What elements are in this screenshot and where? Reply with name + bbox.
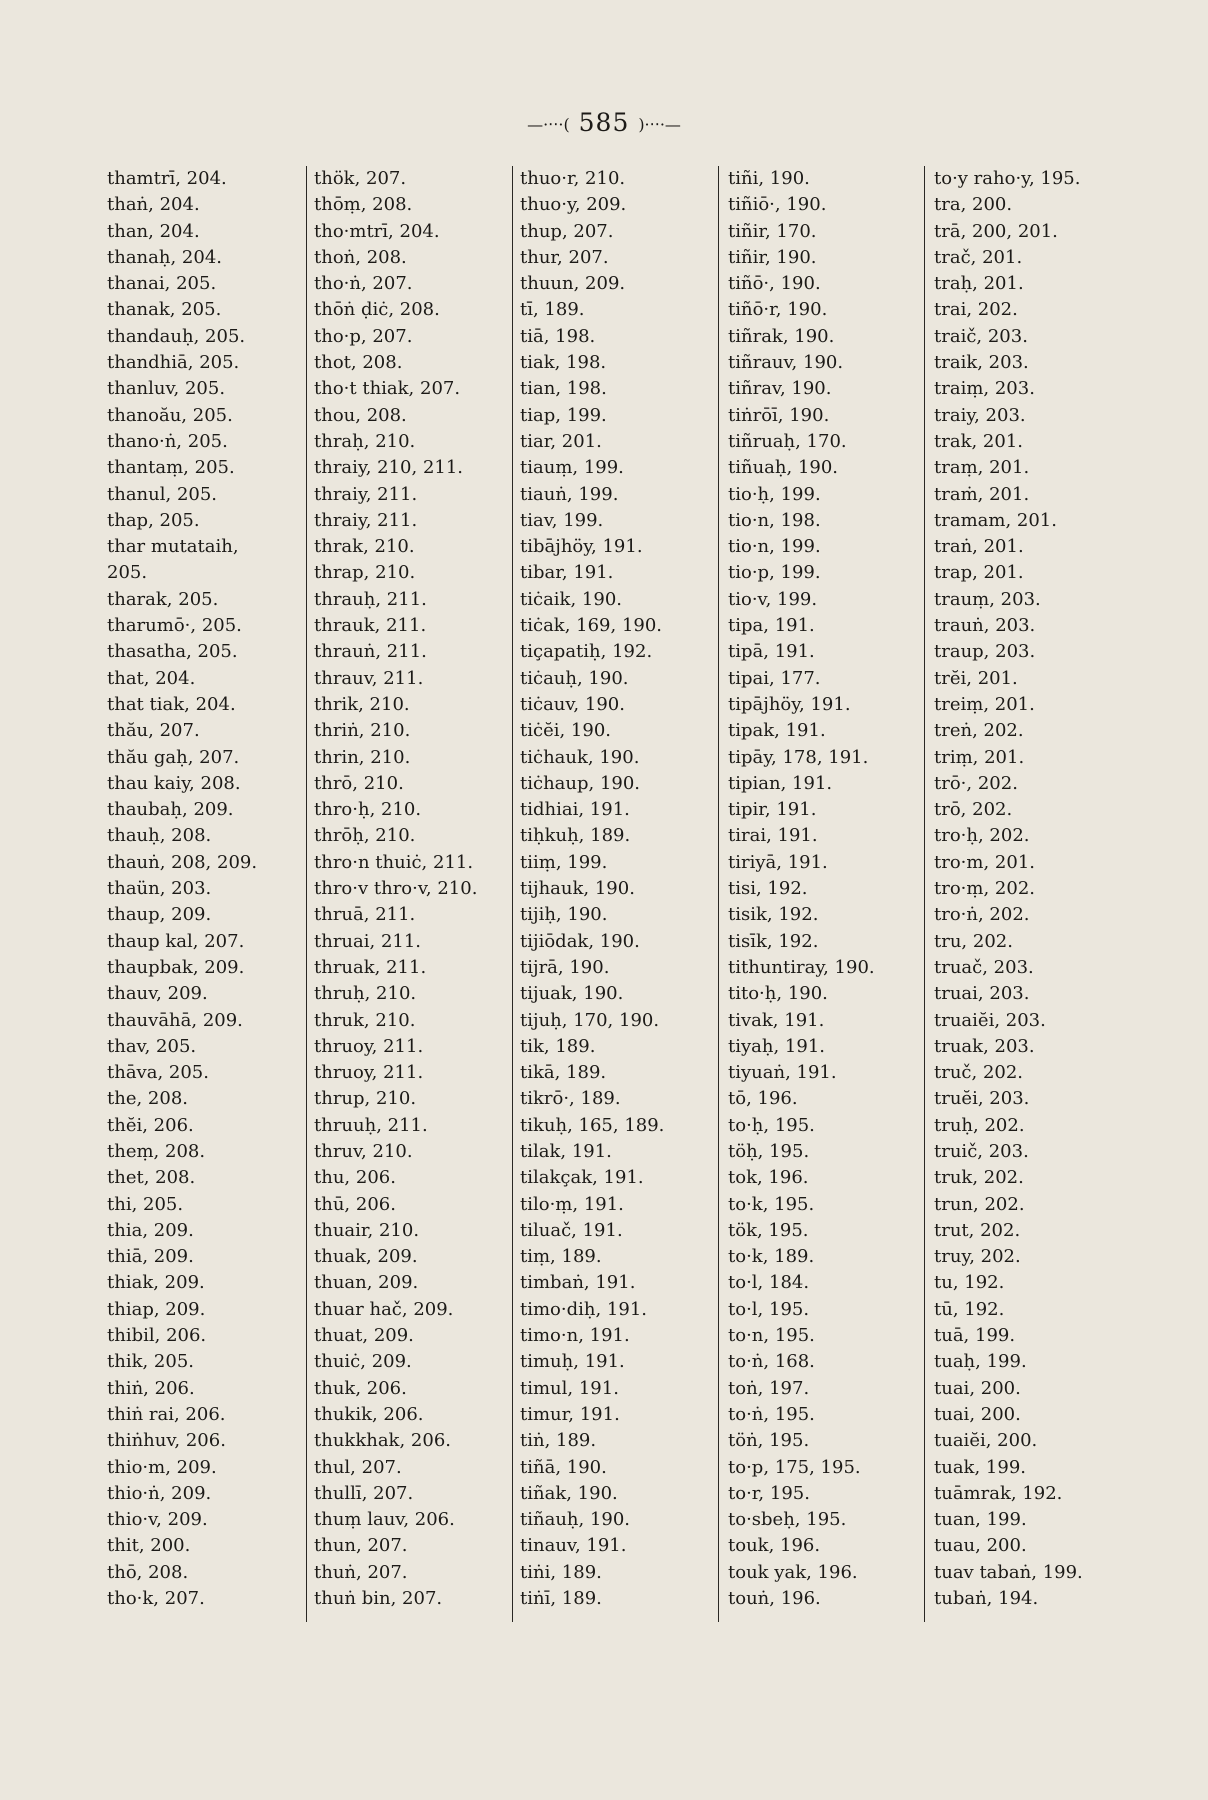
index-entry: tru, 202. xyxy=(934,930,1013,952)
index-entry: tramam, 201. xyxy=(934,509,1057,531)
index-entry: tū, 192. xyxy=(934,1298,1005,1320)
index-entry: tipā, 191. xyxy=(728,641,815,663)
index-entry: tho·mtrī, 204. xyxy=(314,220,440,242)
index-entry: traiṃ, 203. xyxy=(934,378,1035,400)
index-entry: thap, 205. xyxy=(107,509,200,531)
index-entry: thruḥ, 210. xyxy=(314,983,417,1005)
index-entry: thot, 208. xyxy=(314,352,403,374)
index-entry: tiċak, 169, 190. xyxy=(520,615,663,637)
index-entry: tiċĕi, 190. xyxy=(520,720,612,742)
index-entry: tio·n, 199. xyxy=(728,536,821,558)
index-entry: tho·p, 207. xyxy=(314,325,413,347)
index-entry: thuar hač, 209. xyxy=(314,1298,454,1320)
index-entry: tiav, 199. xyxy=(520,509,604,531)
index-entry: tio·ḥ, 199. xyxy=(728,483,821,505)
index-entry: the, 208. xyxy=(107,1088,188,1110)
index-entry: tiñiō·, 190. xyxy=(728,194,827,216)
index-entry: thro·n thuiċ, 211. xyxy=(314,851,474,873)
index-entry: trak, 201. xyxy=(934,430,1023,452)
index-entry: tharumō·, 205. xyxy=(107,615,242,637)
index-entry: thrup, 210. xyxy=(314,1088,417,1110)
index-entry: thandhiā, 205. xyxy=(107,352,240,374)
index-entry: to·l, 195. xyxy=(728,1298,810,1320)
index-entry: tiyuaṅ, 191. xyxy=(728,1062,837,1084)
index-entry: thio·ṅ, 209. xyxy=(107,1482,212,1504)
index-entry: that, 204. xyxy=(107,667,196,689)
index-entry: tiā, 198. xyxy=(520,325,596,347)
index-entry: thano·ṅ, 205. xyxy=(107,430,228,452)
index-entry: thruā, 211. xyxy=(314,904,416,926)
index-entry: thuo·r, 210. xyxy=(520,168,626,189)
index-entry: truič, 203. xyxy=(934,1140,1029,1162)
index-entry: tuav tabaṅ, 199. xyxy=(934,1561,1083,1583)
index-entry: thrauv, 211. xyxy=(314,667,424,689)
index-entry: tijrā, 190. xyxy=(520,956,610,978)
index-entry: thrauḥ, 211. xyxy=(314,588,427,610)
index-entry: trauṃ, 203. xyxy=(934,588,1041,610)
index-entry: thuak, 209. xyxy=(314,1246,418,1268)
index-entry: tilo·ṃ, 191. xyxy=(520,1193,624,1215)
index-entry: thriṅ, 210. xyxy=(314,720,411,742)
index-entry: tiċauḥ, 190. xyxy=(520,667,629,689)
index-entry: thrap, 210. xyxy=(314,562,416,584)
index-entry: truĕi, 203. xyxy=(934,1088,1030,1110)
index-entry: traup, 203. xyxy=(934,641,1036,663)
index-entry: trĕi, 201. xyxy=(934,667,1018,689)
index-entry: tiċaik, 190. xyxy=(520,588,622,610)
column-divider xyxy=(718,166,719,1622)
index-entry: tikrō·, 189. xyxy=(520,1088,621,1110)
index-entry: thuair, 210. xyxy=(314,1219,420,1241)
index-entry: thio·m, 209. xyxy=(107,1456,217,1478)
index-column-3 xyxy=(520,166,702,1612)
left-ornament: —·‧‧·( xyxy=(527,115,570,134)
index-entry: tiñak, 190. xyxy=(520,1482,618,1504)
index-entry: thrik, 210. xyxy=(314,693,410,715)
index-entry: tiñir, 190. xyxy=(728,246,817,268)
index-entry: truḥ, 202. xyxy=(934,1114,1025,1136)
index-entry: tisik, 192. xyxy=(728,904,819,926)
index-entry: truak, 203. xyxy=(934,1035,1035,1057)
index-entry: thōṃ, 208. xyxy=(314,194,413,216)
index-entry: tiñrak, 190. xyxy=(728,325,835,347)
index-entry: tiñrav, 190. xyxy=(728,378,832,400)
index-entry: trač, 201. xyxy=(934,246,1023,268)
index-entry: thanai, 205. xyxy=(107,273,217,295)
index-entry: thia, 209. xyxy=(107,1219,194,1241)
index-entry: tio·v, 199. xyxy=(728,588,818,610)
index-entry: tipian, 191. xyxy=(728,772,833,794)
index-entry: tho·ṅ, 207. xyxy=(314,273,413,295)
index-entry: to·r, 195. xyxy=(728,1482,810,1504)
index-entry: touk yak, 196. xyxy=(728,1561,858,1583)
index-entry: thaubaḥ, 209. xyxy=(107,799,234,821)
index-entry: thullī, 207. xyxy=(314,1482,414,1504)
index-entry: tikuḥ, 165, 189. xyxy=(520,1114,665,1136)
index-entry: thiṅhuv, 206. xyxy=(107,1430,226,1452)
index-entry: tijuḥ, 170, 190. xyxy=(520,1009,660,1031)
index-entry: timuḥ, 191. xyxy=(520,1351,625,1373)
index-entry: thĕi, 206. xyxy=(107,1114,194,1136)
index-entry: thruoy, 211. xyxy=(314,1035,424,1057)
index-entry: töḥ, 195. xyxy=(728,1140,810,1162)
index-entry: tiñō·, 190. xyxy=(728,273,821,295)
index-entry: tharak, 205. xyxy=(107,588,219,610)
index-entry: thruak, 211. xyxy=(314,956,427,978)
index-entry: tiak, 198. xyxy=(520,352,607,374)
index-entry: tian, 198. xyxy=(520,378,607,400)
index-entry: trō, 202. xyxy=(934,799,1013,821)
index-entry: thuun, 209. xyxy=(520,273,626,295)
index-entry: triṃ, 201. xyxy=(934,746,1025,768)
index-entry: tijiōdak, 190. xyxy=(520,930,640,952)
index-entry: thaün, 203. xyxy=(107,878,212,900)
index-entry: thio·v, 209. xyxy=(107,1509,208,1531)
index-entry: timul, 191. xyxy=(520,1377,619,1399)
index-entry: to·sbeḥ, 195. xyxy=(728,1509,847,1531)
index-entry: tio·p, 199. xyxy=(728,562,821,584)
index-entry: thuan, 209. xyxy=(314,1272,419,1294)
index-entry: tijiḥ, 190. xyxy=(520,904,608,926)
index-entry: thauv, 209. xyxy=(107,983,208,1005)
index-entry: thruai, 211. xyxy=(314,930,422,952)
index-entry: tro·ṅ, 202. xyxy=(934,904,1030,926)
index-entry: tho·k, 207. xyxy=(107,1588,205,1610)
index-entry: tro·ḥ, 202. xyxy=(934,825,1030,847)
index-entry: thiā, 209. xyxy=(107,1246,194,1268)
index-entry: tito·ḥ, 190. xyxy=(728,983,828,1005)
index-entry: trō·, 202. xyxy=(934,772,1018,794)
index-entry: to·y raho·y, 195. xyxy=(934,168,1081,189)
index-entry: thik, 205. xyxy=(107,1351,195,1373)
index-entry: thiṅ, 206. xyxy=(107,1377,195,1399)
index-entry: tio·n, 198. xyxy=(728,509,821,531)
index-entry: tho·t thiak, 207. xyxy=(314,378,461,400)
index-entry: thrauṅ, 211. xyxy=(314,641,427,663)
index-entry: thro·ḥ, 210. xyxy=(314,799,422,821)
index-entry: tiluač, 191. xyxy=(520,1219,623,1241)
index-entry: tilakçak, 191. xyxy=(520,1167,644,1189)
index-entry: traṁ, 201. xyxy=(934,483,1030,505)
index-entry: thraiy, 211. xyxy=(314,483,418,505)
index-entry: thōṅ ḍiċ, 208. xyxy=(314,299,440,321)
index-entry: thauvāhā, 209. xyxy=(107,1009,243,1031)
page-header xyxy=(0,108,1208,137)
index-entry: tiñauḥ, 190. xyxy=(520,1509,631,1531)
index-entry: truač, 203. xyxy=(934,956,1034,978)
index-entry: thök, 207. xyxy=(314,168,407,189)
index-entry: to·l, 184. xyxy=(728,1272,810,1294)
index-entry: tiauṃ, 199. xyxy=(520,457,624,479)
right-ornament: )·‧‧·— xyxy=(638,115,681,134)
index-column-1 xyxy=(107,166,297,1612)
index-entry: traṅ, 201. xyxy=(934,536,1024,558)
index-entry: tiar, 201. xyxy=(520,430,602,452)
index-entry: tiñā, 190. xyxy=(520,1456,607,1478)
index-entry: thou, 208. xyxy=(314,404,407,426)
index-entry: thauḥ, 208. xyxy=(107,825,212,847)
index-entry: tiñruaḥ, 170. xyxy=(728,430,847,452)
index-entry: tiṅ, 189. xyxy=(520,1430,597,1452)
index-entry: tipak, 191. xyxy=(728,720,826,742)
index-entry: tiauṅ, 199. xyxy=(520,483,619,505)
index-entry: thul, 207. xyxy=(314,1456,402,1478)
index-entry: tinauv, 191. xyxy=(520,1535,627,1557)
index-entry: tiċauv, 190. xyxy=(520,693,625,715)
index-entry: thuṅ bin, 207. xyxy=(314,1588,443,1610)
index-entry: thraiy, 210, 211. xyxy=(314,457,464,479)
index-entry: tijhauk, 190. xyxy=(520,878,635,900)
index-entry: tu, 192. xyxy=(934,1272,1005,1294)
index-entry: thanul, 205. xyxy=(107,483,218,505)
index-entry: tivak, 191. xyxy=(728,1009,825,1031)
index-entry: tiṅi, 189. xyxy=(520,1561,602,1583)
index-entry: thaup kal, 207. xyxy=(107,930,245,952)
index-entry: thauṅ, 208, 209. xyxy=(107,851,258,873)
index-entry: tok, 196. xyxy=(728,1167,809,1189)
index-entry: touk, 196. xyxy=(728,1535,821,1557)
index-entry: thrin, 210. xyxy=(314,746,411,768)
index-entry: tisīk, 192. xyxy=(728,930,819,952)
index-entry: thanaḥ, 204. xyxy=(107,246,222,268)
index-entry: tiṃ, 189. xyxy=(520,1246,602,1268)
index-entry: tikā, 189. xyxy=(520,1062,607,1084)
index-entry: to·ḥ, 195. xyxy=(728,1114,815,1136)
index-entry: thruuḥ, 211. xyxy=(314,1114,428,1136)
index-entry: thukik, 206. xyxy=(314,1403,424,1425)
page-number: 585 xyxy=(578,108,630,137)
index-entry: trun, 202. xyxy=(934,1193,1025,1215)
index-entry: thukkhak, 206. xyxy=(314,1430,451,1452)
index-entry: thruv, 210. xyxy=(314,1140,413,1162)
index-entry: truai, 203. xyxy=(934,983,1030,1005)
column-divider xyxy=(512,166,513,1622)
index-entry: tuai, 200. xyxy=(934,1403,1021,1425)
index-entry: thuiċ, 209. xyxy=(314,1351,412,1373)
index-entry: tiṅī, 189. xyxy=(520,1588,602,1610)
column-divider xyxy=(306,166,307,1622)
index-entry: thrak, 210. xyxy=(314,536,415,558)
index-entry: tik, 189. xyxy=(520,1035,596,1057)
index-entry: tō, 196. xyxy=(728,1088,798,1110)
index-entry: thuṅ, 207. xyxy=(314,1561,408,1583)
column-divider xyxy=(924,166,925,1622)
index-entry: tithuntiray, 190. xyxy=(728,956,875,978)
index-entry: tī, 189. xyxy=(520,299,585,321)
index-entry: to·ṅ, 168. xyxy=(728,1351,815,1373)
index-entry: tijuak, 190. xyxy=(520,983,624,1005)
index-entry: trai, 202. xyxy=(934,299,1018,321)
index-entry: to·k, 189. xyxy=(728,1246,815,1268)
index-entry: tiṅrōī, 190. xyxy=(728,404,830,426)
index-entry: to·p, 175, 195. xyxy=(728,1456,861,1478)
index-entry: thrō, 210. xyxy=(314,772,404,794)
index-entry: traiy, 203. xyxy=(934,404,1026,426)
index-entry: treiṃ, 201. xyxy=(934,693,1035,715)
index-entry: thoṅ, 208. xyxy=(314,246,407,268)
index-entry: traik, 203. xyxy=(934,352,1029,374)
index-entry: thasatha, 205. xyxy=(107,641,238,663)
index-entry: tuau, 200. xyxy=(934,1535,1027,1557)
index-entry: thrauk, 211. xyxy=(314,615,427,637)
index-entry: thū, 206. xyxy=(314,1193,396,1215)
index-entry: thruoy, 211. xyxy=(314,1062,424,1084)
index-entry: thantaṃ, 205. xyxy=(107,457,235,479)
index-entry: timo·n, 191. xyxy=(520,1325,630,1347)
index-entry: trā, 200, 201. xyxy=(934,220,1058,242)
index-entry: thun, 207. xyxy=(314,1535,408,1557)
index-entry: that tiak, 204. xyxy=(107,693,236,715)
index-entry: thanluv, 205. xyxy=(107,378,226,400)
index-entry: toṅ, 197. xyxy=(728,1377,810,1399)
index-entry: 205. xyxy=(107,562,148,584)
index-entry: traič, 203. xyxy=(934,325,1028,347)
index-entry: tiñrauv, 190. xyxy=(728,352,844,374)
index-entry: thet, 208. xyxy=(107,1167,196,1189)
index-entry: tiçapatiḥ, 192. xyxy=(520,641,653,663)
index-entry: thaup, 209. xyxy=(107,904,212,926)
index-entry: thi, 205. xyxy=(107,1193,184,1215)
index-entry: thup, 207. xyxy=(520,220,614,242)
index-entry: timbaṅ, 191. xyxy=(520,1272,636,1294)
index-entry: thamtrī, 204. xyxy=(107,168,227,189)
index-entry: thō, 208. xyxy=(107,1561,189,1583)
index-entry: thruk, 210. xyxy=(314,1009,416,1031)
index-entry: töṅ, 195. xyxy=(728,1430,810,1452)
index-entry: thandauḥ, 205. xyxy=(107,325,246,347)
index-entry: tibar, 191. xyxy=(520,562,614,584)
index-entry: thav, 205. xyxy=(107,1035,197,1057)
index-entry: thău, 207. xyxy=(107,720,200,742)
index-entry: thaṅ, 204. xyxy=(107,194,200,216)
index-entry: tipājhöy, 191. xyxy=(728,693,851,715)
index-entry: thuo·y, 209. xyxy=(520,194,627,216)
index-entry: tirai, 191. xyxy=(728,825,818,847)
index-entry: thrōḥ, 210. xyxy=(314,825,416,847)
index-entry: thaupbak, 209. xyxy=(107,956,245,978)
index-entry: tiñi, 190. xyxy=(728,168,810,189)
index-entry: tidhiai, 191. xyxy=(520,799,630,821)
index-entry: tök, 195. xyxy=(728,1219,809,1241)
index-entry: tiyaḥ, 191. xyxy=(728,1035,826,1057)
index-entry: thiṅ rai, 206. xyxy=(107,1403,226,1425)
index-entry: truy, 202. xyxy=(934,1246,1021,1268)
index-entry: tiñuaḥ, 190. xyxy=(728,457,839,479)
index-entry: tiċhaup, 190. xyxy=(520,772,641,794)
index-column-2 xyxy=(314,166,499,1612)
index-entry: traḥ, 201. xyxy=(934,273,1024,295)
index-entry: tuaḥ, 199. xyxy=(934,1351,1027,1373)
index-entry: tiap, 199. xyxy=(520,404,607,426)
index-entry: thit, 200. xyxy=(107,1535,191,1557)
index-column-4 xyxy=(728,166,910,1612)
index-entry: tipāy, 178, 191. xyxy=(728,746,869,768)
index-entry: tro·ṃ, 202. xyxy=(934,878,1035,900)
index-entry: tiriyā, 191. xyxy=(728,851,828,873)
index-entry: tuā, 199. xyxy=(934,1325,1016,1347)
index-entry: tibājhöy, 191. xyxy=(520,536,643,558)
index-entry: to·ṅ, 195. xyxy=(728,1403,815,1425)
index-entry: trauṅ, 203. xyxy=(934,615,1036,637)
index-column-5 xyxy=(934,166,1134,1612)
index-entry: tiñir, 170. xyxy=(728,220,817,242)
index-entry: trut, 202. xyxy=(934,1219,1021,1241)
index-entry: tiċhauk, 190. xyxy=(520,746,640,768)
index-entry: tiñō·r, 190. xyxy=(728,299,828,321)
index-entry: tisi, 192. xyxy=(728,878,808,900)
index-entry: thu, 206. xyxy=(314,1167,396,1189)
index-entry: thiak, 209. xyxy=(107,1272,205,1294)
index-entry: to·k, 195. xyxy=(728,1193,815,1215)
index-entry: to·n, 195. xyxy=(728,1325,815,1347)
index-entry: thău gaḥ, 207. xyxy=(107,746,240,768)
index-entry: tra, 200. xyxy=(934,194,1013,216)
index-entry: tiḥkuḥ, 189. xyxy=(520,825,631,847)
index-entry: tiiṃ, 199. xyxy=(520,851,608,873)
index-entry: tuan, 199. xyxy=(934,1509,1027,1531)
index-entry: traṃ, 201. xyxy=(934,457,1030,479)
index-entry: thar mutataih, xyxy=(107,536,239,558)
index-entry: than, 204. xyxy=(107,220,200,242)
index-entry: truk, 202. xyxy=(934,1167,1024,1189)
index-entry: tipir, 191. xyxy=(728,799,817,821)
index-entry: thro·v thro·v, 210. xyxy=(314,878,478,900)
index-entry: tubaṅ, 194. xyxy=(934,1588,1039,1610)
index-entry: truč, 202. xyxy=(934,1062,1024,1084)
index-entry: tipa, 191. xyxy=(728,615,815,637)
index-entry: thur, 207. xyxy=(520,246,609,268)
index-entry: thraiy, 211. xyxy=(314,509,418,531)
index-entry: thau kaiy, 208. xyxy=(107,772,241,794)
index-entry: thanak, 205. xyxy=(107,299,222,321)
index-entry: thanoău, 205. xyxy=(107,404,233,426)
index-entry: tuak, 199. xyxy=(934,1456,1026,1478)
index-entry: thuat, 209. xyxy=(314,1325,414,1347)
index-entry: touṅ, 196. xyxy=(728,1588,821,1610)
index-entry: timur, 191. xyxy=(520,1403,620,1425)
index-entry: thuk, 206. xyxy=(314,1377,407,1399)
index-entry: truaiĕi, 203. xyxy=(934,1009,1046,1031)
index-entry: tuaiĕi, 200. xyxy=(934,1430,1038,1452)
index-entry: thuṃ lauv, 206. xyxy=(314,1509,455,1531)
index-entry: theṃ, 208. xyxy=(107,1140,206,1162)
index-entry: thraḥ, 210. xyxy=(314,430,416,452)
index-entry: thāva, 205. xyxy=(107,1062,209,1084)
index-entry: tuāmrak, 192. xyxy=(934,1482,1063,1504)
index-entry: tuai, 200. xyxy=(934,1377,1021,1399)
index-entry: thiap, 209. xyxy=(107,1298,206,1320)
index-entry: tro·m, 201. xyxy=(934,851,1035,873)
index-entry: thibil, 206. xyxy=(107,1325,207,1347)
index-entry: timo·diḥ, 191. xyxy=(520,1298,648,1320)
index-entry: tilak, 191. xyxy=(520,1140,612,1162)
index-entry: treṅ, 202. xyxy=(934,720,1024,742)
index-entry: trap, 201. xyxy=(934,562,1024,584)
index-entry: tipai, 177. xyxy=(728,667,821,689)
